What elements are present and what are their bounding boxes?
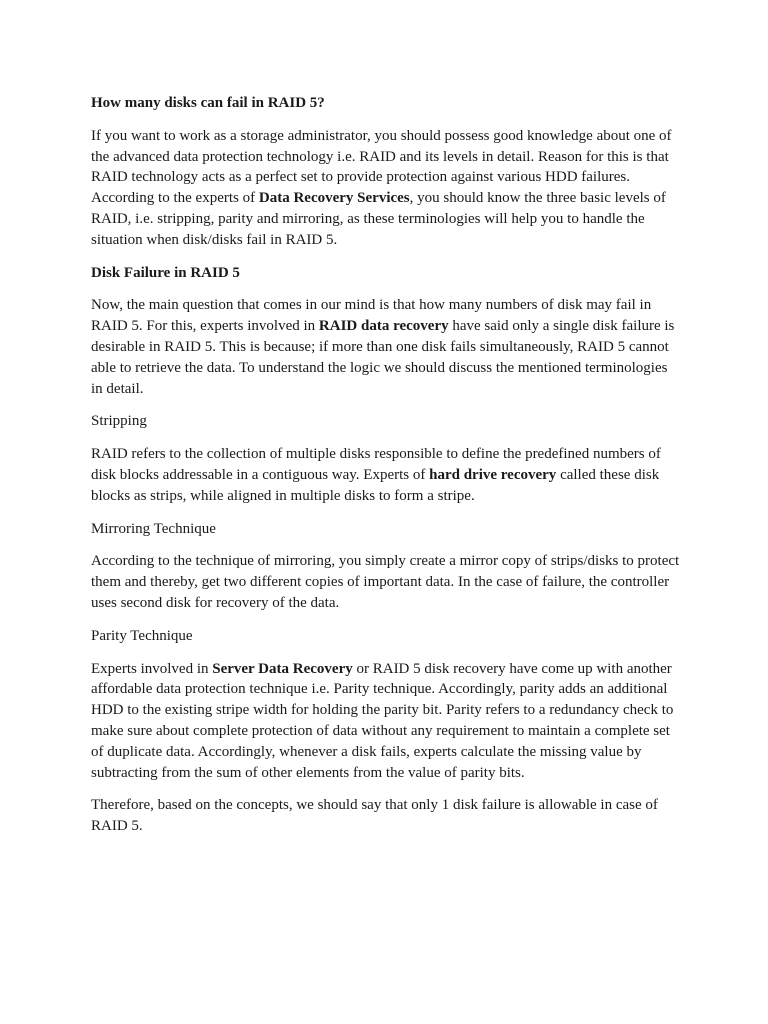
failure-text-1: Now, the main question that comes in our mind is that how many numbers of disk may fail in RAID 5. For this, experts involved in xyxy=(91,297,652,335)
conclusion-paragraph: Therefore, based on the concepts, we should say that only 1 disk failure is allowable in case of RAID 5. xyxy=(91,797,658,835)
mirroring-paragraph: According to the technique of mirroring, you simply create a mirror copy of strips/disks to protect them and thereby, get two different copies of important data. In the case of failure, the controller uses second disk for recovery of the data. xyxy=(91,553,680,611)
stripping-text-2: called these disk blocks as strips, while aligned in multiple disks to form a stripe. xyxy=(91,466,660,504)
mirroring-heading: Mirroring Technique xyxy=(91,520,216,537)
stripping-heading: Stripping xyxy=(91,413,147,430)
failure-text-2: have said only a single disk failure is desirable in RAID 5. This is because; if more than one disk fails simultaneously, RAID 5 cannot able to retrieve the data. To understand the logic we should discuss the mentioned terminologies in detail. xyxy=(91,318,675,397)
document-page xyxy=(91,93,681,849)
parity-heading: Parity Technique xyxy=(91,627,193,644)
intro-bold-data-recovery-services: Data Recovery Services xyxy=(258,190,410,207)
failure-bold-raid-data-recovery: RAID data recovery xyxy=(318,318,449,335)
stripping-text-1: RAID refers to the collection of multiple disks responsible to define the predefined numbers of disk blocks addressable in a contiguous way. Experts of xyxy=(91,446,661,483)
failure-heading: Disk Failure in RAID 5 xyxy=(91,264,240,281)
parity-paragraph xyxy=(91,659,681,784)
intro-paragraph xyxy=(91,126,681,251)
parity-text-1: or RAID 5 disk recovery have come up with another affordable data protection technique i.e. Parity technique. Accordingly, parity adds an additional HDD to the existing stripe width for holding the parity bit. Parity refers to a redundancy check to make sure about complete protection of data without any requirement to maintain a complete set of duplicate data. Accordingly, whenever a disk fails, experts calculate the missing value by subtracting from the sum of other elements from the value of parity bits. xyxy=(91,660,674,781)
intro-text-2: , you should know the three basic levels of RAID, i.e. stripping, parity and mirroring, as these terminologies will help you to handle the situation when disk/disks fail in RAID 5. xyxy=(91,190,666,248)
stripping-paragraph xyxy=(91,444,681,506)
parity-text-0: Experts involved in xyxy=(91,660,213,677)
stripping-bold-hard-drive-recovery: hard drive recovery xyxy=(429,466,557,483)
failure-paragraph xyxy=(91,295,681,399)
parity-bold-server-data-recovery: Server Data Recovery xyxy=(212,660,353,677)
intro-text-1: If you want to work as a storage administrator, you should possess good knowledge about one of the advanced data protection technology i.e. RAID and its levels in detail. Reason for this is that RAID technology acts as a perfect set to provide protection against various HDD failures. According to the experts of xyxy=(91,127,672,207)
document-title: How many disks can fail in RAID 5? xyxy=(91,95,325,111)
